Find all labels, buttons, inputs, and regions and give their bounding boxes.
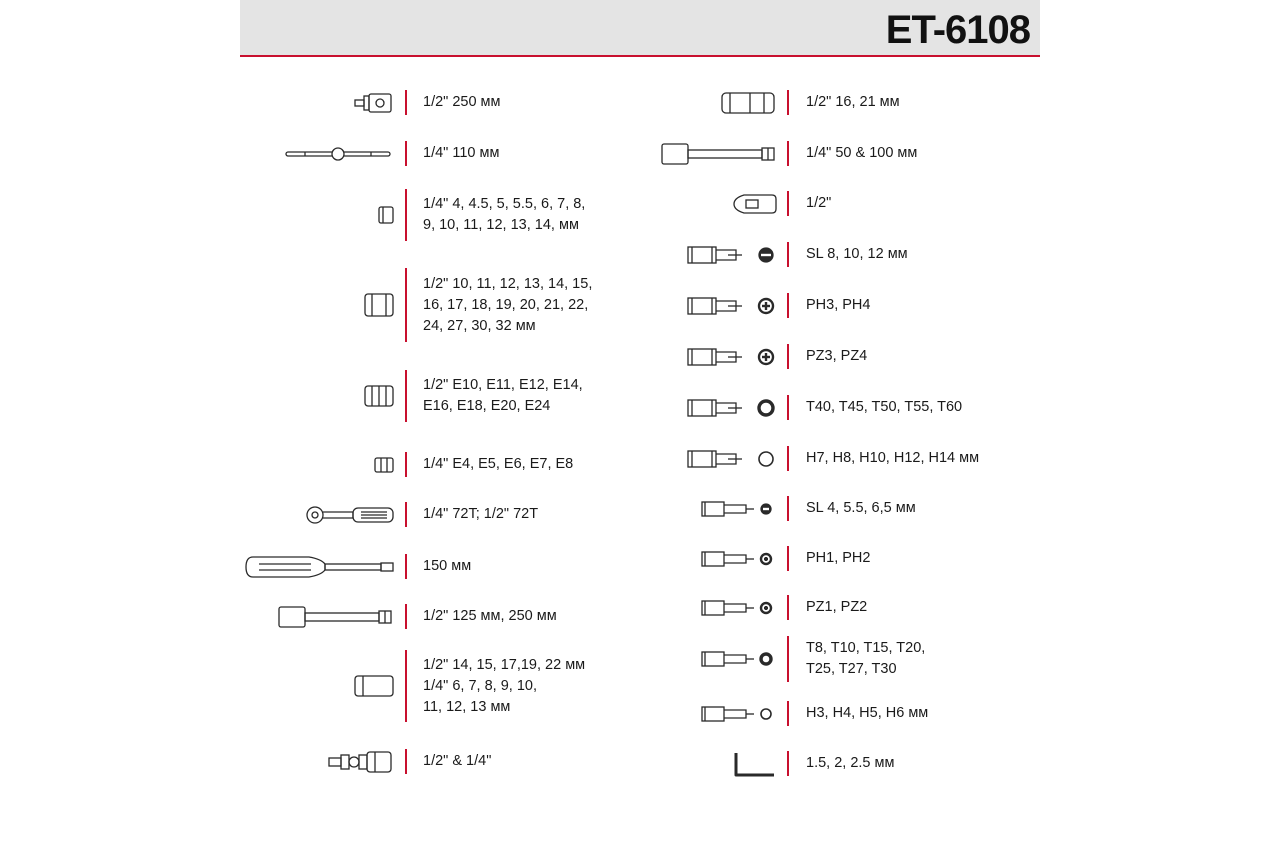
hex-key-icon: [732, 751, 778, 777]
small-e-torx-socket-icon: [373, 456, 395, 474]
spec-line: 1/2" 14, 15, 17,19, 22 мм: [423, 656, 586, 673]
row-divider: [787, 293, 789, 318]
item-spec-text: [423, 92, 501, 113]
small-socket-icon: [377, 205, 395, 225]
row-divider: [405, 554, 407, 579]
spec-line: PZ3, PZ4: [806, 348, 868, 364]
row-divider: [405, 141, 407, 166]
spec-line: PZ1, PZ2: [806, 599, 868, 615]
t-handle-bar-icon: [285, 146, 395, 162]
row-divider: [787, 344, 789, 369]
spec-line: PH3, PH4: [806, 297, 871, 313]
row-divider: [405, 268, 407, 342]
row-divider: [787, 751, 789, 776]
spec-line: 1/2": [806, 195, 832, 211]
small-hex-bit-icon: [700, 704, 778, 724]
row-divider: [405, 749, 407, 774]
row-divider: [787, 242, 789, 267]
item-spec-text: [423, 143, 499, 164]
spec-line: T40, T45, T50, T55, T60: [806, 399, 963, 415]
item-spec-text: [806, 703, 928, 724]
spec-line: 1/2" 16, 21 мм: [806, 94, 900, 110]
spec-line: 1/2" E10, E11, E12, E14,: [423, 377, 583, 393]
spec-line: 1/2" 125 мм, 250 мм: [423, 608, 557, 624]
spec-line: 1/4" 6, 7, 8, 9, 10,: [423, 677, 537, 694]
spec-line: T25, T27, T30: [806, 661, 897, 677]
spec-line: 1/2" & 1/4": [423, 753, 492, 769]
spec-line: SL 8, 10, 12 мм: [806, 246, 908, 262]
spec-line: T8, T10, T15, T20,: [806, 640, 926, 656]
spec-line: 1/4" 72T; 1/2" 72T: [423, 506, 539, 522]
row-divider: [405, 189, 407, 241]
spec-line: E16, E18, E20, E24: [423, 398, 551, 414]
row-divider: [787, 191, 789, 216]
deep-socket-icon: [353, 674, 395, 698]
item-spec-text: [806, 597, 867, 618]
slotted-bit-icon: [686, 244, 778, 266]
spec-line: 9, 10, 11, 12, 13, 14, мм: [423, 217, 579, 233]
item-spec-text: [423, 556, 471, 577]
spec-line: 1/2" 10, 11, 12, 13, 14, 15,: [423, 275, 593, 292]
hex-socket-icon: [363, 291, 395, 319]
e-torx-socket-icon: [363, 383, 395, 409]
square-drive-adapter-icon: [353, 93, 395, 113]
spec-line: 1/4" 110 мм: [423, 145, 500, 161]
item-spec-text: [806, 397, 962, 418]
row-divider: [405, 502, 407, 527]
item-spec-text: [806, 143, 917, 164]
item-spec-text: [806, 92, 900, 113]
pozidriv-bit-icon: [686, 346, 778, 368]
spec-line: 16, 17, 18, 19, 20, 21, 22,: [423, 296, 589, 313]
row-divider: [787, 496, 789, 521]
item-spec-text: [806, 295, 870, 316]
extension-bar-icon: [660, 142, 778, 166]
spark-plug-socket-icon: [720, 91, 778, 115]
small-pozidriv-bit-icon: [700, 598, 778, 618]
spec-line: 150 мм: [423, 558, 472, 574]
item-spec-text: [423, 655, 585, 718]
model-title: ET-6108: [885, 8, 1030, 52]
item-spec-text: [423, 375, 583, 417]
row-divider: [787, 701, 789, 726]
row-divider: [787, 636, 789, 682]
hex-bit-icon: [686, 448, 778, 470]
item-spec-text: [423, 504, 538, 525]
item-spec-text: [806, 448, 979, 469]
spec-line: H3, H4, H5, H6 мм: [806, 705, 929, 721]
torx-bit-icon: [686, 397, 778, 419]
item-spec-text: [806, 193, 831, 214]
universal-joint-icon: [327, 750, 395, 774]
small-slotted-bit-icon: [700, 499, 778, 519]
phillips-bit-icon: [686, 295, 778, 317]
item-spec-text: [806, 638, 925, 680]
row-divider: [787, 141, 789, 166]
item-spec-text: [806, 346, 867, 367]
spec-line: 1/2" 250 мм: [423, 94, 501, 110]
row-divider: [787, 546, 789, 571]
item-spec-text: [806, 498, 916, 519]
item-spec-text: [806, 753, 894, 774]
row-divider: [405, 90, 407, 115]
bit-adapter-icon: [732, 193, 778, 215]
spec-line: 11, 12, 13 мм: [423, 698, 511, 715]
row-divider: [787, 90, 789, 115]
spec-line: 1/4" 50 & 100 мм: [806, 145, 918, 161]
item-spec-text: [423, 274, 592, 337]
spec-line: SL 4, 5.5, 6,5 мм: [806, 500, 916, 516]
spec-line: 24, 27, 30, 32 мм: [423, 317, 536, 334]
row-divider: [405, 604, 407, 629]
item-spec-text: [806, 244, 908, 265]
ratchet-icon: [303, 505, 395, 525]
row-divider: [405, 650, 407, 722]
small-phillips-bit-icon: [700, 549, 778, 569]
spec-line: PH1, PH2: [806, 550, 871, 566]
screwdriver-handle-icon: [245, 555, 395, 579]
row-divider: [405, 370, 407, 422]
row-divider: [787, 395, 789, 420]
header-divider: [240, 55, 1040, 57]
item-spec-text: [423, 606, 557, 627]
row-divider: [405, 452, 407, 477]
item-spec-text: [806, 548, 870, 569]
row-divider: [787, 595, 789, 620]
spec-line: 1.5, 2, 2.5 мм: [806, 755, 895, 771]
extension-bar-icon: [277, 605, 395, 629]
item-spec-text: [423, 194, 585, 236]
item-spec-text: [423, 454, 573, 475]
spec-line: H7, H8, H10, H12, H14 мм: [806, 450, 980, 466]
row-divider: [787, 446, 789, 471]
item-spec-text: [423, 751, 491, 772]
spec-line: 1/4" 4, 4.5, 5, 5.5, 6, 7, 8,: [423, 196, 586, 212]
spec-line: 1/4" E4, E5, E6, E7, E8: [423, 456, 574, 472]
small-torx-bit-icon: [700, 649, 778, 669]
